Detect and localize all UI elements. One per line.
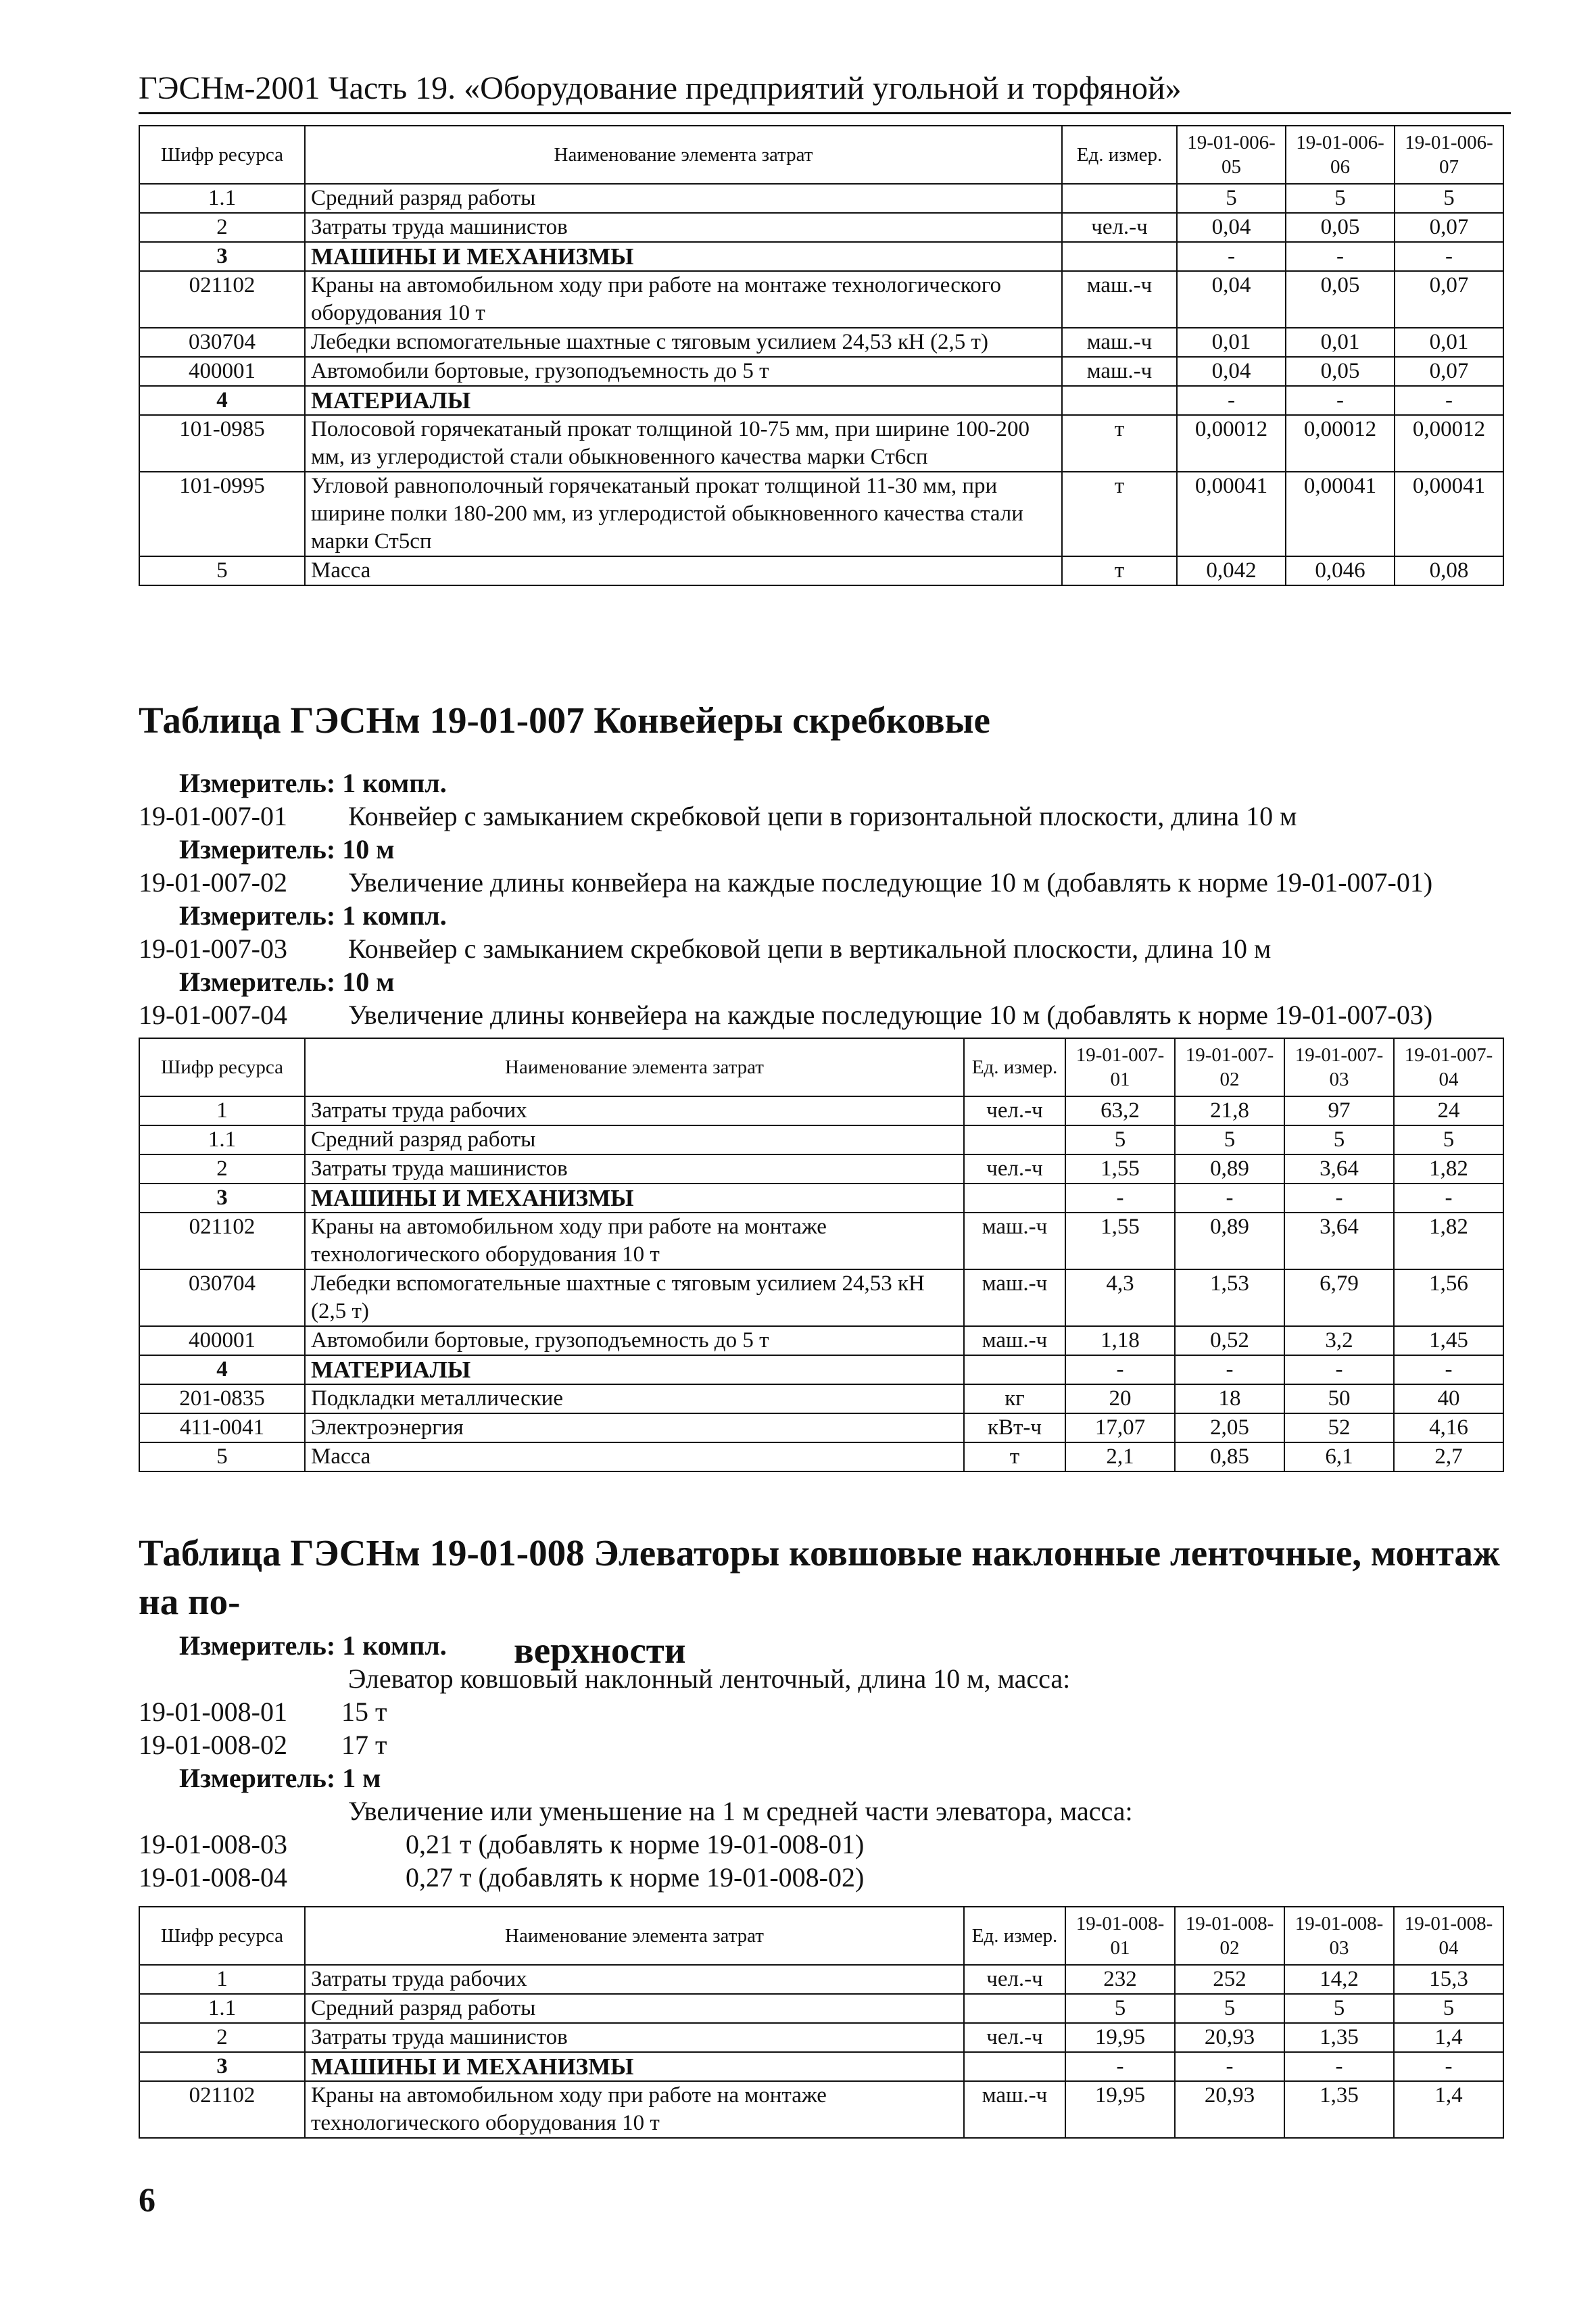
resource-value: - [1065, 1184, 1175, 1213]
resource-value: - [1394, 1184, 1503, 1213]
resource-name: Автомобили бортовые, грузоподъемность до 5 т [305, 1326, 964, 1355]
table-row [139, 1125, 1503, 1154]
resource-unit: чел.-ч [1062, 213, 1177, 242]
resource-code: 5 [139, 1442, 305, 1471]
resource-value: 0,85 [1175, 1442, 1284, 1471]
resource-unit: чел.-ч [964, 1154, 1065, 1184]
resource-table-008 [139, 1906, 1504, 2139]
page-number: 6 [139, 2180, 155, 2218]
resource-value: 14,2 [1284, 1965, 1394, 1994]
norm-code: 19-01-007-02 [139, 867, 287, 898]
resource-value: 3,2 [1284, 1326, 1394, 1355]
measure-label: Измеритель: [179, 834, 336, 864]
resource-unit: маш.-ч [1062, 328, 1177, 357]
norm-list-008 [139, 1629, 1511, 1894]
resource-code: 1.1 [139, 1994, 305, 2023]
table-row [139, 1213, 1503, 1269]
norm-code: 19-01-008-03 [139, 1829, 287, 1859]
table-row [139, 1154, 1503, 1184]
resource-code: 021102 [139, 2081, 305, 2138]
resource-value: 5 [1175, 1125, 1284, 1154]
resource-name: Краны на автомобильном ходу при работе на монтаже технологического оборудования 10 т [305, 1213, 964, 1269]
norm-text: Конвейер с замыканием скребковой цепи в вертикальной плоскости, длина 10 м [348, 933, 1272, 964]
resource-unit [1062, 386, 1177, 415]
resource-unit: кВт-ч [964, 1413, 1065, 1442]
resource-code: 411-0041 [139, 1413, 305, 1442]
resource-unit [964, 1994, 1065, 2023]
resource-name: МАШИНЫ И МЕХАНИЗМЫ [305, 2052, 964, 2081]
table-row [139, 1269, 1503, 1326]
resource-name: Полосовой горячекатаный прокат толщиной 10-75 мм, при ширине 100-200 мм, из углеродистой стали обыкновенного качества марки Ст6сп [305, 415, 1062, 472]
resource-name: Подкладки металлические [305, 1384, 964, 1413]
resource-name: Краны на автомобильном ходу при работе на монтаже технологического оборудования 10 т [305, 271, 1062, 328]
resource-code: 4 [139, 1355, 305, 1384]
norm-item [139, 932, 1511, 965]
resource-value: 0,05 [1286, 357, 1395, 386]
norm-text: Конвейер с замыканием скребковой цепи в горизонтальной плоскости, длина 10 м [348, 801, 1297, 831]
resource-value: 0,046 [1286, 556, 1395, 585]
resource-code: 1 [139, 1965, 305, 1994]
resource-name: Масса [305, 1442, 964, 1471]
table-section-row [139, 2052, 1503, 2081]
table-row [139, 1413, 1503, 1442]
resource-code: 400001 [139, 357, 305, 386]
measure-label: Измеритель: [179, 768, 336, 798]
resource-value: 5 [1394, 1994, 1503, 2023]
col-header-name: Наименование элемента затрат [305, 1907, 964, 1965]
resource-name: Затраты труда машинистов [305, 213, 1062, 242]
resource-unit: чел.-ч [964, 1096, 1065, 1125]
resource-value: - [1177, 242, 1286, 271]
resource-value: 5 [1394, 1125, 1503, 1154]
resource-unit: маш.-ч [964, 1269, 1065, 1326]
resource-value: 1,55 [1065, 1213, 1175, 1269]
norm-code: 19-01-008-04 [139, 1862, 287, 1893]
resource-value: 4,3 [1065, 1269, 1175, 1326]
resource-value: 1,45 [1394, 1326, 1503, 1355]
resource-value: 0,00012 [1286, 415, 1395, 472]
resource-unit [964, 1125, 1065, 1154]
resource-name: Затраты труда машинистов [305, 2023, 964, 2052]
resource-value: - [1175, 1355, 1284, 1384]
resource-value: 0,04 [1177, 213, 1286, 242]
table-row [139, 472, 1503, 556]
resource-name: Затраты труда рабочих [305, 1965, 964, 1994]
col-header-norm: 19-01-007-02 [1175, 1038, 1284, 1096]
resource-value: 1,4 [1394, 2081, 1503, 2138]
resource-value: - [1395, 242, 1503, 271]
col-header-code: Шифр ресурса [139, 126, 305, 184]
resource-value: 252 [1175, 1965, 1284, 1994]
resource-value: 0,07 [1395, 357, 1503, 386]
norm-intro: Элеватор ковшовый наклонный ленточный, длина 10 м, масса: [348, 1663, 1071, 1694]
resource-name: Угловой равнополочный горячекатаный прокат толщиной 11-30 мм, при ширине полки 180-200 мм, из углеродистой обыкновенного качества стали марки Ст5сп [305, 472, 1062, 556]
resource-code: 1 [139, 1096, 305, 1125]
resource-value: - [1177, 386, 1286, 415]
resource-code: 030704 [139, 328, 305, 357]
table-section-row [139, 1184, 1503, 1213]
table-row [139, 415, 1503, 472]
resource-value: - [1286, 386, 1395, 415]
table-row [139, 184, 1503, 213]
resource-code: 400001 [139, 1326, 305, 1355]
table-row [139, 357, 1503, 386]
resource-value: 1,18 [1065, 1326, 1175, 1355]
measure-line [139, 965, 1511, 998]
table-row [139, 2081, 1503, 2138]
norm-item [139, 1861, 1511, 1894]
resource-value: - [1394, 1355, 1503, 1384]
section-title-007: Таблица ГЭСНм 19-01-007 Конвейеры скребковые [139, 700, 990, 741]
resource-code: 2 [139, 1154, 305, 1184]
resource-unit [964, 2052, 1065, 2081]
measure-label: Измеритель: [179, 967, 336, 997]
resource-table-007 [139, 1038, 1504, 1472]
section-title-line: Таблица ГЭСНм 19-01-008 Элеваторы ковшовые наклонные ленточные, монтаж на по- [139, 1532, 1500, 1622]
resource-value: 0,52 [1175, 1326, 1284, 1355]
resource-value: 19,95 [1065, 2023, 1175, 2052]
measure-value: 1 компл. [342, 900, 447, 931]
table-row [139, 1442, 1503, 1471]
resource-code: 4 [139, 386, 305, 415]
page-header: ГЭСНм-2001 Часть 19. «Оборудование предприятий угольной и торфяной» [139, 68, 1511, 114]
resource-value: 1,82 [1394, 1154, 1503, 1184]
resource-code: 2 [139, 2023, 305, 2052]
resource-unit: маш.-ч [964, 2081, 1065, 2138]
table-row [139, 1994, 1503, 2023]
norm-code: 19-01-007-03 [139, 933, 287, 964]
table-header-row [139, 1038, 1503, 1096]
col-header-norm: 19-01-008-02 [1175, 1907, 1284, 1965]
resource-value: 2,05 [1175, 1413, 1284, 1442]
col-header-norm: 19-01-007-01 [1065, 1038, 1175, 1096]
resource-name: Лебедки вспомогательные шахтные с тяговым усилием 24,53 кН (2,5 т) [305, 1269, 964, 1326]
table-row [139, 1965, 1503, 1994]
norm-item [139, 998, 1511, 1031]
col-header-unit: Ед. измер. [964, 1907, 1065, 1965]
norm-code: 19-01-007-01 [139, 801, 287, 831]
resource-table-006 [139, 125, 1504, 586]
resource-name: Электроэнергия [305, 1413, 964, 1442]
resource-code: 1.1 [139, 1125, 305, 1154]
norm-item [139, 1728, 1511, 1761]
resource-code: 030704 [139, 1269, 305, 1326]
resource-value: 5 [1177, 184, 1286, 213]
resource-value: 5 [1395, 184, 1503, 213]
resource-value: - [1394, 2052, 1503, 2081]
resource-value: 0,00041 [1286, 472, 1395, 556]
resource-unit: чел.-ч [964, 1965, 1065, 1994]
norm-list-007 [139, 766, 1511, 1031]
table-row [139, 1326, 1503, 1355]
resource-value: 0,07 [1395, 271, 1503, 328]
measure-label: Измеритель: [179, 900, 336, 931]
table-row [139, 271, 1503, 328]
norm-text: 0,27 т (добавлять к норме 19-01-008-02) [406, 1862, 865, 1893]
table-row [139, 213, 1503, 242]
resource-unit [964, 1184, 1065, 1213]
resource-value: 50 [1284, 1384, 1394, 1413]
col-header-norm: 19-01-006-05 [1177, 126, 1286, 184]
resource-value: 0,05 [1286, 213, 1395, 242]
resource-value: 232 [1065, 1965, 1175, 1994]
resource-value: 20,93 [1175, 2023, 1284, 2052]
resource-value: 63,2 [1065, 1096, 1175, 1125]
col-header-unit: Ед. измер. [964, 1038, 1065, 1096]
resource-unit [964, 1355, 1065, 1384]
resource-code: 201-0835 [139, 1384, 305, 1413]
section-title-line: верхности [514, 1630, 686, 1671]
resource-name: Средний разряд работы [305, 1125, 964, 1154]
resource-code: 2 [139, 213, 305, 242]
table-header-row [139, 126, 1503, 184]
col-header-norm: 19-01-007-03 [1284, 1038, 1394, 1096]
resource-value: 1,56 [1394, 1269, 1503, 1326]
resource-value: 3,64 [1284, 1154, 1394, 1184]
col-header-norm: 19-01-008-01 [1065, 1907, 1175, 1965]
col-header-norm: 19-01-007-04 [1394, 1038, 1503, 1096]
resource-code: 3 [139, 2052, 305, 2081]
measure-value: 1 компл. [342, 1630, 447, 1661]
resource-value: 0,89 [1175, 1154, 1284, 1184]
resource-name: Средний разряд работы [305, 1994, 964, 2023]
resource-unit: т [1062, 556, 1177, 585]
resource-value: 1,55 [1065, 1154, 1175, 1184]
measure-value: 10 м [342, 834, 395, 864]
resource-unit: маш.-ч [1062, 271, 1177, 328]
resource-value: 0,00012 [1177, 415, 1286, 472]
resource-value: 0,05 [1286, 271, 1395, 328]
resource-value: 0,01 [1395, 328, 1503, 357]
col-header-code: Шифр ресурса [139, 1038, 305, 1096]
resource-value: 24 [1394, 1096, 1503, 1125]
resource-unit: чел.-ч [964, 2023, 1065, 2052]
norm-item [139, 800, 1511, 833]
resource-value: 0,89 [1175, 1213, 1284, 1269]
col-header-norm: 19-01-006-06 [1286, 126, 1395, 184]
resource-code: 3 [139, 242, 305, 271]
resource-value: 2,1 [1065, 1442, 1175, 1471]
resource-value: 15,3 [1394, 1965, 1503, 1994]
resource-value: 97 [1284, 1096, 1394, 1125]
resource-value: 5 [1175, 1994, 1284, 2023]
measure-line [139, 766, 1511, 800]
resource-value: 6,79 [1284, 1269, 1394, 1326]
resource-value: 5 [1065, 1125, 1175, 1154]
resource-value: 0,00012 [1395, 415, 1503, 472]
table-header-row [139, 1907, 1503, 1965]
resource-value: 40 [1394, 1384, 1503, 1413]
resource-unit: кг [964, 1384, 1065, 1413]
resource-code: 101-0995 [139, 472, 305, 556]
table-row [139, 1384, 1503, 1413]
measure-label: Измеритель: [179, 1763, 336, 1793]
resource-value: 1,53 [1175, 1269, 1284, 1326]
resource-value: 1,4 [1394, 2023, 1503, 2052]
resource-value: 0,04 [1177, 271, 1286, 328]
norm-item [139, 1695, 1511, 1728]
resource-name: МАШИНЫ И МЕХАНИЗМЫ [305, 1184, 964, 1213]
resource-value: 20,93 [1175, 2081, 1284, 2138]
resource-value: 1,82 [1394, 1213, 1503, 1269]
resource-name: Автомобили бортовые, грузоподъемность до 5 т [305, 357, 1062, 386]
resource-unit: маш.-ч [964, 1326, 1065, 1355]
col-header-unit: Ед. измер. [1062, 126, 1177, 184]
table-row [139, 1096, 1503, 1125]
norm-text: 0,21 т (добавлять к норме 19-01-008-01) [406, 1829, 865, 1859]
resource-value: - [1286, 242, 1395, 271]
norm-text: 17 т [341, 1730, 387, 1760]
measure-label: Измеритель: [179, 1630, 336, 1661]
resource-name: МАТЕРИАЛЫ [305, 1355, 964, 1384]
resource-value: 17,07 [1065, 1413, 1175, 1442]
resource-name: Лебедки вспомогательные шахтные с тяговым усилием 24,53 кН (2,5 т) [305, 328, 1062, 357]
resource-value: 2,7 [1394, 1442, 1503, 1471]
resource-value: 5 [1065, 1994, 1175, 2023]
measure-value: 1 компл. [342, 768, 447, 798]
resource-value: 5 [1286, 184, 1395, 213]
resource-value: 19,95 [1065, 2081, 1175, 2138]
resource-value: 5 [1284, 1125, 1394, 1154]
resource-name: Масса [305, 556, 1062, 585]
norm-item [139, 1828, 1511, 1861]
norm-code: 19-01-007-04 [139, 1000, 287, 1030]
resource-value: 3,64 [1284, 1213, 1394, 1269]
resource-value: 21,8 [1175, 1096, 1284, 1125]
resource-value: 6,1 [1284, 1442, 1394, 1471]
table-section-row [139, 242, 1503, 271]
resource-name: Краны на автомобильном ходу при работе на монтаже технологического оборудования 10 т [305, 2081, 964, 2138]
table-section-row [139, 1355, 1503, 1384]
table-row [139, 556, 1503, 585]
resource-value: - [1065, 1355, 1175, 1384]
resource-value: - [1175, 1184, 1284, 1213]
norm-intro: Увеличение или уменьшение на 1 м средней части элеватора, масса: [348, 1796, 1133, 1826]
resource-unit: маш.-ч [964, 1213, 1065, 1269]
table-row [139, 328, 1503, 357]
resource-value: 1,35 [1284, 2023, 1394, 2052]
norm-text: Увеличение длины конвейера на каждые последующие 10 м (добавлять к норме 19-01-007-03) [348, 1000, 1433, 1030]
resource-code: 3 [139, 1184, 305, 1213]
table-section-row [139, 386, 1503, 415]
resource-value: 0,08 [1395, 556, 1503, 585]
norm-item [139, 866, 1511, 899]
resource-unit: т [1062, 472, 1177, 556]
norm-code: 19-01-008-01 [139, 1697, 287, 1727]
resource-value: 20 [1065, 1384, 1175, 1413]
measure-line [139, 899, 1511, 932]
col-header-norm: 19-01-006-07 [1395, 126, 1503, 184]
resource-value: - [1284, 2052, 1394, 2081]
measure-value: 10 м [342, 967, 395, 997]
col-header-norm: 19-01-008-04 [1394, 1907, 1503, 1965]
resource-value: - [1175, 2052, 1284, 2081]
resource-name: МАТЕРИАЛЫ [305, 386, 1062, 415]
resource-value: 52 [1284, 1413, 1394, 1442]
resource-value: 0,07 [1395, 213, 1503, 242]
resource-value: 0,01 [1286, 328, 1395, 357]
resource-unit [1062, 184, 1177, 213]
resource-value: 0,00041 [1177, 472, 1286, 556]
resource-unit [1062, 242, 1177, 271]
col-header-name: Наименование элемента затрат [305, 1038, 964, 1096]
resource-code: 1.1 [139, 184, 305, 213]
resource-code: 5 [139, 556, 305, 585]
resource-value: 5 [1284, 1994, 1394, 2023]
resource-value: - [1065, 2052, 1175, 2081]
table-row [139, 2023, 1503, 2052]
measure-line [139, 833, 1511, 866]
col-header-norm: 19-01-008-03 [1284, 1907, 1394, 1965]
resource-value: - [1284, 1184, 1394, 1213]
resource-code: 021102 [139, 1213, 305, 1269]
measure-value: 1 м [342, 1763, 381, 1793]
resource-value: 0,04 [1177, 357, 1286, 386]
resource-value: - [1395, 386, 1503, 415]
norm-code: 19-01-008-02 [139, 1730, 287, 1760]
resource-value: 0,00041 [1395, 472, 1503, 556]
norm-text: 15 т [341, 1697, 387, 1727]
resource-code: 021102 [139, 271, 305, 328]
resource-unit: т [964, 1442, 1065, 1471]
resource-value: 4,16 [1394, 1413, 1503, 1442]
col-header-name: Наименование элемента затрат [305, 126, 1062, 184]
resource-value: 0,042 [1177, 556, 1286, 585]
resource-unit: т [1062, 415, 1177, 472]
resource-name: Средний разряд работы [305, 184, 1062, 213]
resource-unit: маш.-ч [1062, 357, 1177, 386]
resource-code: 101-0985 [139, 415, 305, 472]
col-header-code: Шифр ресурса [139, 1907, 305, 1965]
resource-name: Затраты труда машинистов [305, 1154, 964, 1184]
resource-value: 1,35 [1284, 2081, 1394, 2138]
resource-value: 18 [1175, 1384, 1284, 1413]
resource-name: Затраты труда рабочих [305, 1096, 964, 1125]
resource-name: МАШИНЫ И МЕХАНИЗМЫ [305, 242, 1062, 271]
norm-text: Увеличение длины конвейера на каждые последующие 10 м (добавлять к норме 19-01-007-01) [348, 867, 1433, 898]
resource-value: - [1284, 1355, 1394, 1384]
resource-value: 0,01 [1177, 328, 1286, 357]
